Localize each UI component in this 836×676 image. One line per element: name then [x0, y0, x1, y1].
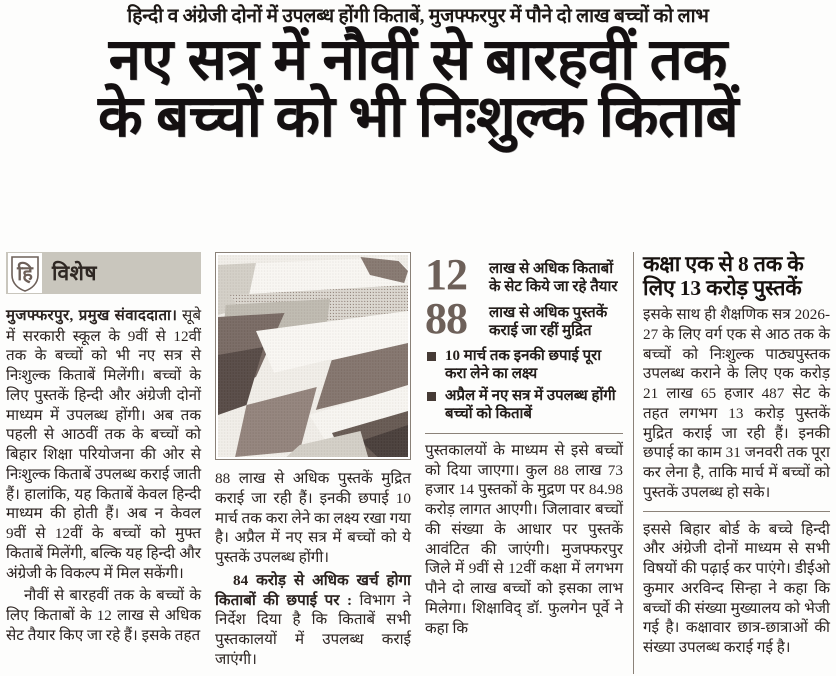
- sidebar-box-paragraph: इसके साथ ही शैक्षणिक सत्र 2026-27 के लिए वर्ग एक से आठ तक के बच्चों को निःशुल्क पाठ्यपुस्तक उपलब्ध कराने के लिए एक करोड़ 21 लाख 65 हजार 487 सेट के तहत लगभग 13 करोड़ पुस्तकें मुद्रित कराई जा रही हैं। इनकी छपाई का काम 31 जनवरी तक पूरा कर लेना है, ताकि मार्च में बच्चों को पुस्तकें उपलब्ध हो सके।: [643, 306, 830, 501]
- kicker-line: हिन्दी व अंग्रेजी दोनों में उपलब्ध होंगी किताबें, मुजफ्फरपुर में पौने दो लाख बच्चों को लाभ: [127, 6, 709, 27]
- bullet-list: [425, 347, 623, 434]
- column-three-paragraph-1: पुस्तकालयों के माध्यम से इसे बच्चों को दिया जाएगा। कुल 88 लाख 73 हजार 14 पुस्तकों के मुद्रण पर 84.98 करोड़ लागत आएगी। जिलावार बच्चों की संख्या के आधार पर पुस्तकें आवंटित की जाएंगी। मुजफ्फरपुर जिले में 9वीं से 12वीं कक्षा में लगभग पौने दो लाख बच्चों को इसका लाभ मिलेगा। शिक्षाविद् डॉ. फुलगेन पूर्वे ने कहा कि: [425, 441, 623, 637]
- column-one: [6, 252, 211, 674]
- square-bullet-icon: [427, 352, 436, 361]
- square-bullet-icon: [427, 392, 436, 401]
- column-one-body-1: सूबे में सरकारी स्कूल के 9वीं से 12वीं तक के बच्चों को भी नए सत्र से निःशुल्क किताबें मिलेंगी। बच्चों के लिए पुस्तकें हिन्दी और अंग्रेजी दोनों माध्यम में उपलब्ध होंगी। अब तक पहली से आठवीं तक के बच्चों को बिहार शिक्षा परियोजना की ओर से निःशुल्क किताबें उपलब्ध कराई जाती हैं। हालांकि, यह किताबें केवल हिन्दी माध्यम की होती हैं। अब न केवल 9वीं से 12वीं के बच्चों को मुफ्त किताबें मिलेंगी, बल्कि यह हिन्दी और अंग्रेजी के विकल्प में मिल सकेंगी।: [6, 307, 201, 582]
- dateline: मुजफ्फरपुर, प्रमुख संवाददाता।: [6, 308, 178, 324]
- column-three: [421, 252, 633, 674]
- column-two-body-2: विभाग ने निर्देश दिया है कि किताबें सभी पुस्तकालयों में उपलब्ध कराई जाएंगी।: [215, 591, 412, 668]
- column-four-paragraph-2: इससे बिहार बोर्ड के बच्चे हिन्दी और अंग्रेजी दोनों माध्यम से सभी विषयों की पढ़ाई कर पाएंगे। डीईओ कुमार अरविन्द सिन्हा ने कहा कि बच्चों की संख्या मुख्यालय को भेजी गई है। कक्षावार छात्र-छात्राओं की संख्या उपलब्ध कराई गई है।: [643, 520, 830, 657]
- column-two: [211, 252, 421, 674]
- column-four: [633, 252, 830, 674]
- stat-text-1: लाख से अधिक किताबों के सेट किये जा रहे तैयार: [489, 261, 618, 295]
- page-title: [6, 27, 830, 149]
- headline-line-2: के बच्चों को भी निःशुल्क किताबें: [97, 83, 739, 149]
- stat-item: [425, 250, 623, 299]
- stat-text-2: लाख से अधिक पुस्तकें कराई जा रहीं मुद्रित: [489, 305, 608, 340]
- bullet-text-2: अप्रैल में नए सत्र में उपलब्ध होंगी बच्चों को किताबें: [445, 387, 616, 422]
- column-two-paragraph-1: 88 लाख से अधिक पुस्तकें मुद्रित कराई जा रही हैं। इनकी छपाई 10 मार्च तक करा लेने का लक्ष्य रखा गया है। अप्रैल में नए सत्र में बच्चों को ये पुस्तकें उपलब्ध होंगी।: [215, 470, 411, 566]
- stat-item: [425, 294, 623, 344]
- headline-line-1: नए सत्र में नौवीं से बारहवीं तक: [108, 27, 728, 93]
- stat-number-1: 12: [425, 250, 467, 299]
- stat-number-2: 88: [425, 294, 467, 344]
- bullet-item: [425, 387, 623, 423]
- special-banner: [6, 252, 201, 294]
- publication-shield-icon: [8, 253, 42, 293]
- statistics-box: [425, 252, 623, 434]
- column-one-paragraph-1: [6, 306, 201, 583]
- sidebar-box-title: कक्षा एक से 8 तक के लिए 13 करोड़ पुस्तकें: [643, 252, 804, 301]
- column-one-paragraph-2: नौवीं से बारहवीं तक के बच्चों के लिए किताबों के 12 लाख से अधिक सेट तैयार किए जा रहे हैं। इसके तहत: [6, 587, 201, 644]
- bullet-item: [425, 347, 623, 383]
- article-columns: [6, 252, 830, 674]
- svg-text:हि: हि: [17, 263, 33, 285]
- column-two-paragraph-2: [215, 571, 411, 670]
- sidebar-box: [643, 252, 830, 512]
- special-label: विशेष: [52, 261, 98, 285]
- column-two-subhead: 84 करोड़ से अधिक खर्च होगा किताबों की छपाई पर :: [215, 571, 411, 609]
- bullet-text-1: 10 मार्च तक इनकी छपाई पूरा करा लेने का लक्ष्य: [445, 347, 602, 382]
- article-photo-frame: [215, 252, 411, 460]
- stacked-books-photo: [218, 255, 408, 457]
